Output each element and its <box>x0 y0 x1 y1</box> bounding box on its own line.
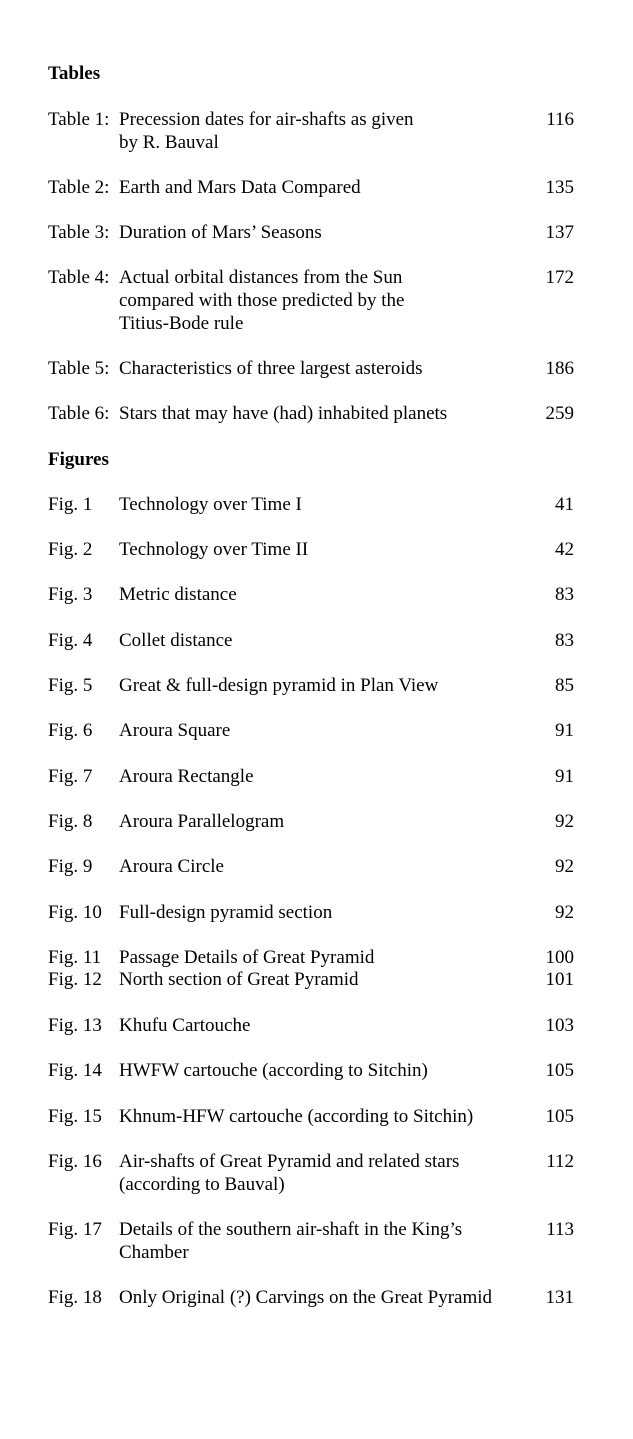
entry-title <box>119 629 519 652</box>
entry-page: 131 <box>545 1287 574 1308</box>
entry-title-line: Khufu Cartouche <box>119 1015 251 1036</box>
entry-title-line: Khnum-HFW cartouche (according to Sitchin) <box>119 1106 474 1127</box>
entry-title-line: Technology over Time II <box>119 539 309 560</box>
entry-page: 172 <box>545 267 574 288</box>
entry-label: Fig. 2 <box>48 539 93 560</box>
entry-title-line: (according to Bauval) <box>119 1174 285 1195</box>
entry-title-line: Full-design pyramid section <box>119 902 333 923</box>
entry-title-line: Stars that may have (had) inhabited planets <box>119 403 448 424</box>
entry-page: 92 <box>555 811 574 832</box>
entry-title <box>119 402 519 425</box>
entry-title-line: Duration of Mars’ Seasons <box>119 222 322 243</box>
entry-label: Fig. 12 <box>48 969 102 990</box>
entry-title-line: North section of Great Pyramid <box>119 969 359 990</box>
entry-title-line: Air-shafts of Great Pyramid and related stars <box>119 1151 460 1172</box>
entry-title <box>119 810 519 833</box>
figures-heading: Figures <box>48 449 109 470</box>
entry-label: Fig. 3 <box>48 584 93 605</box>
entry-page: 137 <box>545 222 574 243</box>
entry-title-line: Technology over Time I <box>119 494 302 515</box>
entry-label: Fig. 10 <box>48 902 102 923</box>
entry-title-line: Actual orbital distances from the Sun <box>119 267 403 288</box>
entry-title <box>119 674 519 697</box>
entry-title <box>119 108 519 154</box>
entry-label: Fig. 7 <box>48 766 93 787</box>
entry-title <box>119 855 519 878</box>
entry-label: Table 6: <box>48 403 110 424</box>
entry-title <box>119 901 519 924</box>
entry-title-line: HWFW cartouche (according to Sitchin) <box>119 1060 428 1081</box>
entry-title-line: compared with those predicted by the <box>119 290 405 311</box>
entry-title-line: Passage Details of Great Pyramid <box>119 947 375 968</box>
entry-title <box>119 493 519 516</box>
entry-label: Fig. 16 <box>48 1151 102 1172</box>
entry-title <box>119 1059 519 1082</box>
entry-title-line: Characteristics of three largest asteroids <box>119 358 423 379</box>
entry-title <box>119 176 519 199</box>
entry-page: 101 <box>545 969 574 990</box>
entry-page: 105 <box>545 1060 574 1081</box>
tables-heading: Tables <box>48 63 101 84</box>
entry-label: Fig. 17 <box>48 1219 102 1240</box>
entry-page: 42 <box>555 539 574 560</box>
entry-label: Fig. 18 <box>48 1287 102 1308</box>
entry-title <box>119 1014 519 1037</box>
entry-page: 116 <box>546 109 574 130</box>
entry-title <box>119 719 519 742</box>
entry-title-line: Precession dates for air-shafts as given <box>119 109 414 130</box>
entry-title <box>119 583 519 606</box>
entry-label: Fig. 11 <box>48 947 102 968</box>
entry-page: 92 <box>555 902 574 923</box>
entry-title-line: Great & full-design pyramid in Plan View <box>119 675 439 696</box>
entry-title <box>119 1105 519 1128</box>
entry-title <box>119 266 519 335</box>
entry-label: Fig. 6 <box>48 720 93 741</box>
entry-title <box>119 1286 519 1309</box>
entry-label: Fig. 14 <box>48 1060 102 1081</box>
entry-page: 91 <box>555 720 574 741</box>
entry-title-line: Chamber <box>119 1242 189 1263</box>
entry-page: 85 <box>555 675 574 696</box>
entry-title <box>119 357 519 380</box>
entry-title <box>119 538 519 561</box>
entry-page: 113 <box>546 1219 574 1240</box>
entry-label: Fig. 9 <box>48 856 93 877</box>
entry-label: Table 2: <box>48 177 110 198</box>
entry-title-line: Aroura Circle <box>119 856 224 877</box>
entry-page: 112 <box>546 1151 574 1172</box>
entry-title-line: Only Original (?) Carvings on the Great Pyramid <box>119 1287 493 1308</box>
entry-page: 83 <box>555 630 574 651</box>
entry-title-line: Aroura Square <box>119 720 231 741</box>
entry-label: Table 1: <box>48 109 110 130</box>
entry-label: Fig. 8 <box>48 811 93 832</box>
entry-label: Fig. 13 <box>48 1015 102 1036</box>
entry-title-line: Metric distance <box>119 584 237 605</box>
entry-page: 92 <box>555 856 574 877</box>
entry-page: 186 <box>545 358 574 379</box>
entry-page: 91 <box>555 766 574 787</box>
entry-title <box>119 1150 519 1196</box>
entry-label: Fig. 4 <box>48 630 93 651</box>
entry-label: Fig. 5 <box>48 675 93 696</box>
entry-page: 105 <box>545 1106 574 1127</box>
entry-label: Table 4: <box>48 267 110 288</box>
entry-title-line: Earth and Mars Data Compared <box>119 177 361 198</box>
entry-label: Fig. 1 <box>48 494 93 515</box>
entry-label: Table 3: <box>48 222 110 243</box>
entry-title-line: by R. Bauval <box>119 132 219 153</box>
entry-title-line: Aroura Rectangle <box>119 766 254 787</box>
entry-title <box>119 765 519 788</box>
entry-page: 135 <box>545 177 574 198</box>
entry-label: Fig. 15 <box>48 1106 102 1127</box>
entry-title-line: Details of the southern air-shaft in the King’s <box>119 1219 463 1240</box>
entry-title-line: Titius-Bode rule <box>119 313 244 334</box>
entry-page: 83 <box>555 584 574 605</box>
entry-page: 41 <box>555 494 574 515</box>
entry-title-line: Aroura Parallelogram <box>119 811 285 832</box>
entry-page: 100 <box>545 947 574 968</box>
entry-page: 259 <box>545 403 574 424</box>
entry-page: 103 <box>545 1015 574 1036</box>
entry-title <box>119 968 519 991</box>
entry-title <box>119 1218 519 1264</box>
entry-title <box>119 221 519 244</box>
entry-title-line: Collet distance <box>119 630 233 651</box>
entry-title <box>119 946 519 969</box>
entry-label: Table 5: <box>48 358 110 379</box>
